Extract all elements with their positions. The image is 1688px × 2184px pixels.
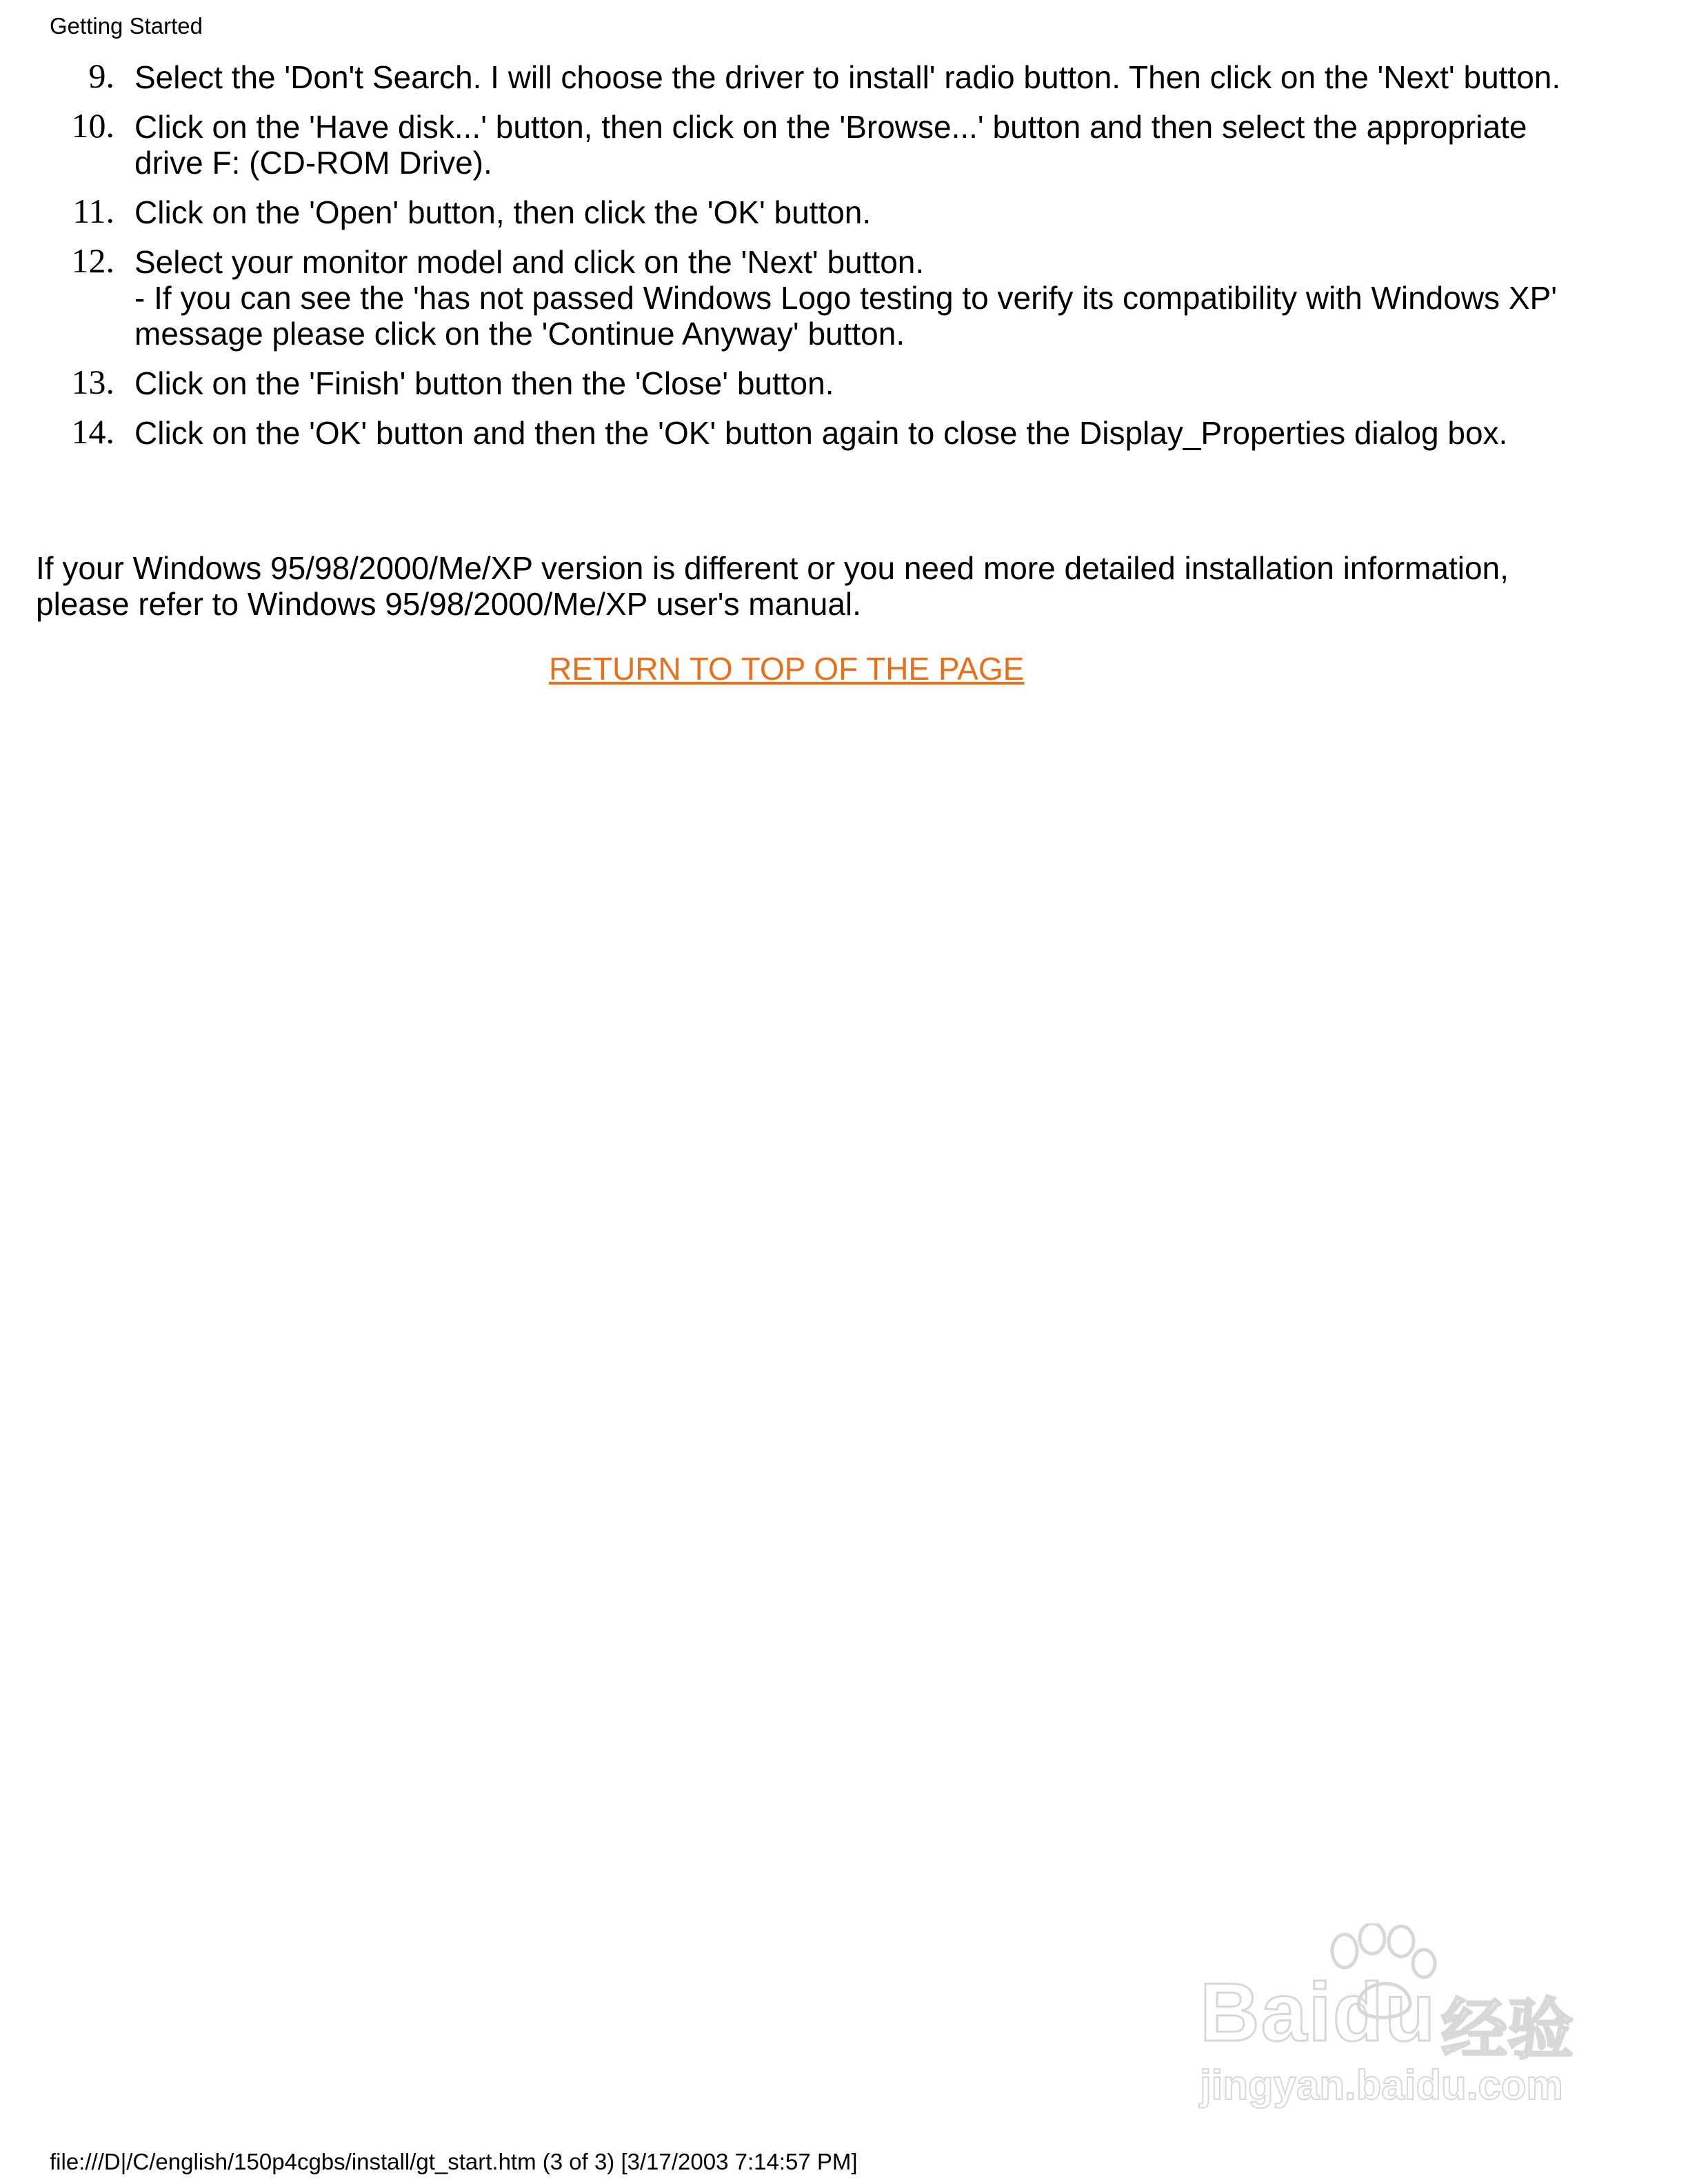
step-text: Click on the 'Finish' button then the 'Close' button. (134, 365, 834, 401)
step-number: 12. (71, 241, 114, 280)
step-number: 14. (71, 412, 114, 451)
step-number: 11. (72, 192, 114, 230)
step-number: 10. (71, 106, 114, 145)
page-header: Getting Started (50, 13, 203, 39)
step-item-12 (0, 241, 1586, 352)
installation-note: If your Windows 95/98/2000/Me/XP version is different or you need more detailed installation information, please refer to Windows 95/98/2000/Me/XP user's manual. (36, 550, 1509, 622)
step-item-9 (0, 59, 1586, 95)
step-item-13 (0, 365, 1586, 401)
step-item-14 (0, 412, 1586, 451)
watermark-brand: Baidu (1200, 1966, 1437, 2059)
step-item-10 (0, 106, 1586, 181)
step-text: Click on the 'OK' button and then the 'OK' button again to close the Display_Properties dialog box. (134, 415, 1508, 451)
step-text: Select your monitor model and click on the 'Next' button. (134, 244, 925, 280)
step-text: Select the 'Don't Search. I will choose the driver to install' radio button. Then click on the 'Next' button. (134, 59, 1561, 95)
step-subtext: - If you can see the 'has not passed Windows Logo testing to verify its compatibility with Windows XP' message please click on the 'Continue Anyway' button. (134, 280, 1557, 352)
watermark-domain: jingyan.baidu.com (1200, 2062, 1563, 2108)
step-text: Click on the 'Have disk...' button, then click on the 'Browse...' button and then select the appropriate drive F: (CD-ROM Drive). (134, 109, 1527, 181)
step-text: Click on the 'Open' button, then click the 'OK' button. (134, 194, 872, 230)
watermark-brand-cn: 经验 (1441, 1993, 1574, 2067)
page-footer: file:///D|/C/english/150p4cgbs/install/gt_start.htm (3 of 3) [3/17/2003 7:14:57 PM] (50, 2149, 858, 2174)
return-to-top-link[interactable]: RETURN TO TOP OF THE PAGE (549, 651, 1025, 687)
step-item-11 (0, 194, 1586, 230)
steps-list (0, 59, 1586, 465)
step-number: 13. (71, 363, 114, 401)
baidu-watermark (1186, 1923, 1600, 2130)
step-number: 9. (88, 57, 114, 95)
